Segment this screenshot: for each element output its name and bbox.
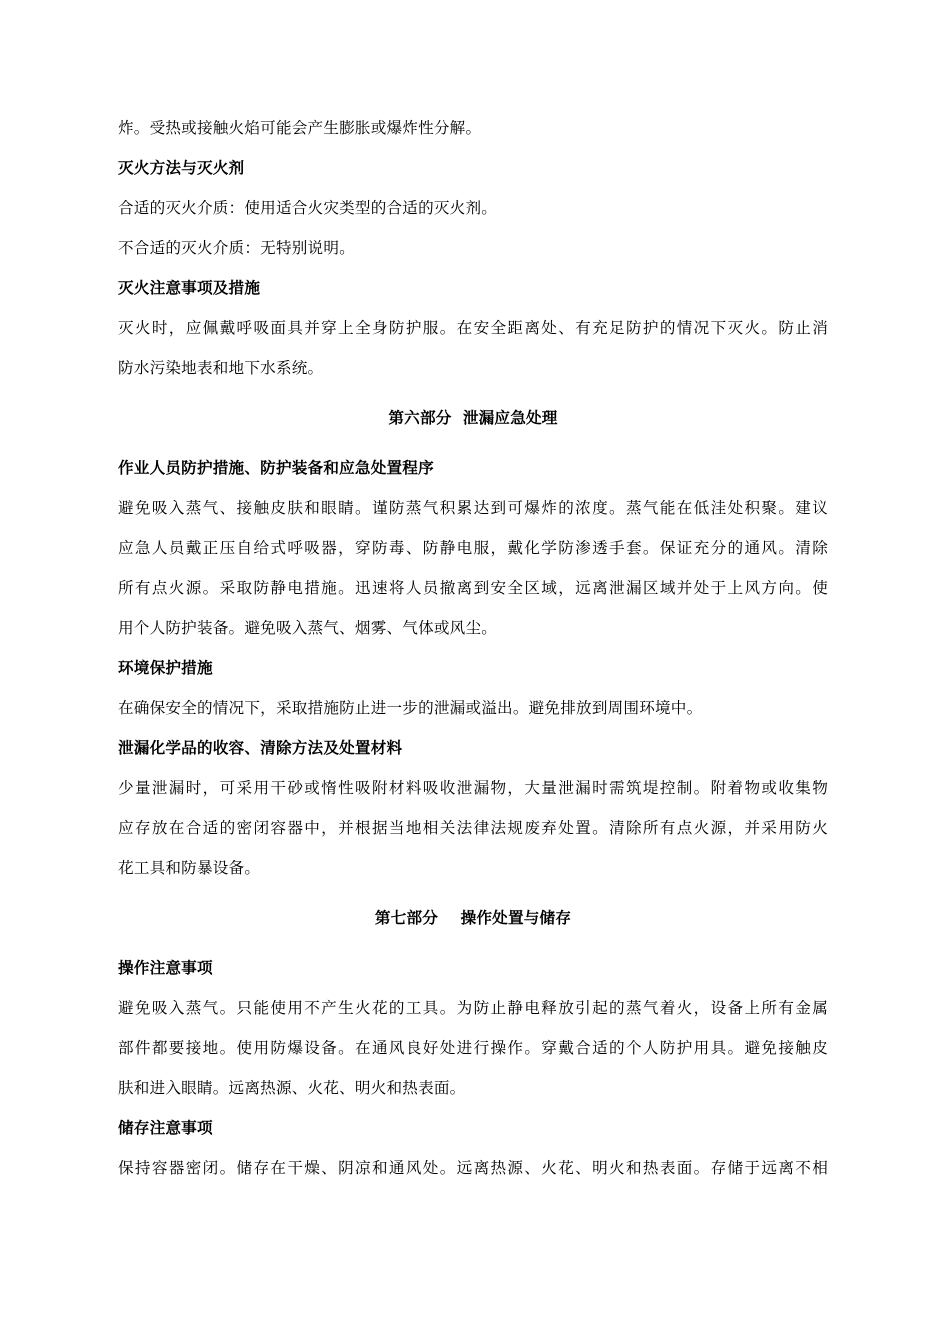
- text-line: 炸。受热或接触火焰可能会产生膨胀或爆炸性分解。: [118, 119, 482, 137]
- text-line: 防水污染地表和地下水系统。: [118, 359, 324, 377]
- text-line: 肤和进入眼睛。远离热源、火花、明火和热表面。: [118, 1079, 466, 1097]
- text-line: 用个人防护装备。避免吸入蒸气、烟雾、气体或风尘。: [118, 619, 498, 637]
- heading-firefighting-precautions: 灭火注意事项及措施: [118, 278, 261, 297]
- paragraph-personal-precautions: [118, 488, 828, 648]
- heading-personal-precautions: 作业人员防护措施、防护装备和应急处置程序: [118, 458, 434, 477]
- text-line: 避免吸入蒸气、接触皮肤和眼睛。谨防蒸气积累达到可爆炸的浓度。蒸气能在低洼处积聚。建议: [118, 499, 828, 517]
- paragraph-unsuitable-media: [118, 228, 828, 268]
- text-line: 所有点火源。采取防静电措施。迅速将人员撤离到安全区域，远离泄漏区域并处于上风方向。使: [118, 579, 828, 597]
- section-title-part7: 第七部分 操作处置与储存: [374, 908, 572, 927]
- paragraph-fire-hazard-cont: [118, 108, 828, 148]
- paragraph-containment-cleanup: [118, 768, 828, 888]
- heading-containment-cleanup: 泄漏化学品的收容、清除方法及处置材料: [118, 738, 403, 757]
- text-line: 灭火时，应佩戴呼吸面具并穿上全身防护服。在安全距离处、有充足防护的情况下灭火。防止消: [118, 319, 828, 337]
- heading-extinguishing-media: 灭火方法与灭火剂: [118, 158, 245, 177]
- text-line: 不合适的灭火介质：无特别说明。: [118, 239, 355, 257]
- text-line: 避免吸入蒸气。只能使用不产生火花的工具。为防止静电释放引起的蒸气着火，设备上所有金属: [118, 999, 828, 1017]
- text-line: 应存放在合适的密闭容器中，并根据当地相关法律法规废弃处置。清除所有点火源，并采用防火: [118, 819, 828, 837]
- text-line: 花工具和防暴设备。: [118, 859, 261, 877]
- text-line: 部件都要接地。使用防爆设备。在通风良好处进行操作。穿戴合适的个人防护用具。避免接触皮: [118, 1039, 828, 1057]
- section-title-part6: 第六部分 泄漏应急处理: [388, 408, 558, 427]
- document-page: [118, 108, 828, 1188]
- heading-environmental-precautions: 环境保护措施: [118, 658, 213, 677]
- heading-storage-precautions: 储存注意事项: [118, 1118, 213, 1137]
- heading-handling-precautions: 操作注意事项: [118, 958, 213, 977]
- text-line: 合适的灭火介质：使用适合火灾类型的合适的灭火剂。: [118, 199, 498, 217]
- text-line: 少量泄漏时，可采用干砂或惰性吸附材料吸收泄漏物，大量泄漏时需筑堤控制。附着物或收集物: [118, 779, 828, 797]
- text-line: 保持容器密闭。储存在干燥、阴凉和通风处。远离热源、火花、明火和热表面。存储于远离不相: [118, 1159, 828, 1177]
- paragraph-storage-precautions: [118, 1148, 828, 1188]
- paragraph-environmental-precautions: [118, 688, 828, 728]
- text-line: 在确保安全的情况下，采取措施防止进一步的泄漏或溢出。避免排放到周围环境中。: [118, 699, 703, 717]
- paragraph-suitable-media: [118, 188, 828, 228]
- text-line: 应急人员戴正压自给式呼吸器，穿防毒、防静电服，戴化学防渗透手套。保证充分的通风。清除: [118, 539, 828, 557]
- paragraph-firefighting-precautions: [118, 308, 828, 388]
- paragraph-handling-precautions: [118, 988, 828, 1108]
